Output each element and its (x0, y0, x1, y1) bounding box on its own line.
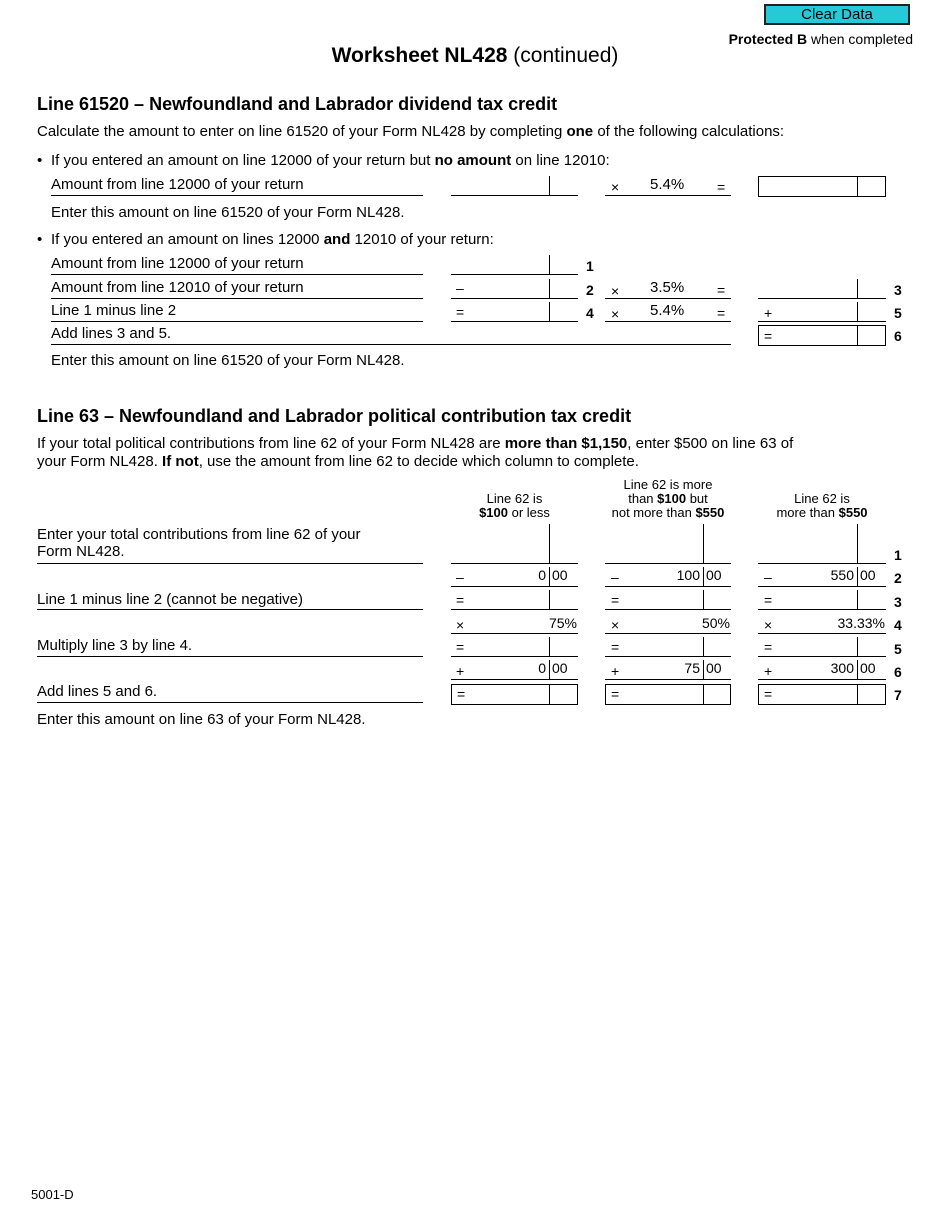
pol-c3-row1-rule (758, 563, 886, 564)
pol-c2-row7-equals: = (611, 686, 620, 702)
clear-data-button[interactable]: Clear Data (764, 4, 910, 25)
page-title: Worksheet NL428 (continued) (331, 44, 619, 67)
b1-result-divider (857, 176, 858, 197)
pol-c3-row2-dollars: 550 (830, 567, 854, 583)
pol-c2-row7-divider (703, 684, 704, 705)
pol-c2-row6-cents: 00 (706, 660, 722, 676)
col1-header: Line 62 is $100 or less (479, 491, 550, 520)
pol-c3-row3-equals: = (764, 592, 773, 608)
pol-c2-row4-times: × (611, 617, 620, 633)
pol-c2-row3-rule (605, 609, 731, 610)
pol-c1-row7-divider (549, 684, 550, 705)
form-code: 5001-D (31, 1187, 74, 1202)
r2-rate-rule (605, 298, 731, 299)
pol-c2-row2-minus: – (611, 569, 619, 585)
pol-c2-row5-divider (703, 637, 704, 657)
r3-result-field[interactable] (758, 279, 886, 299)
dividend-bullet-1-text: If you entered an amount on line 12000 of your return but no amount on line 12010: (51, 152, 610, 169)
r6-result-field[interactable] (758, 325, 886, 346)
pol-c1-row2-divider (549, 567, 550, 587)
pol-line-number-2: 2 (894, 570, 902, 586)
pol-c1-rate: 75% (548, 615, 577, 631)
pol-c3-rate: 33.33% (837, 615, 885, 631)
r5-plus: + (764, 305, 773, 321)
pol-row3-label-rule (37, 609, 423, 610)
r6-label-rule (51, 344, 731, 345)
r2-label-rule (51, 298, 423, 299)
r4-line-number: 4 (586, 305, 594, 321)
pol-c2-row2-divider (703, 567, 704, 587)
col3-header: Line 62 is more than $550 (776, 491, 868, 520)
pol-c3-row6-divider (857, 660, 858, 680)
pol-c3-row5-divider (857, 637, 858, 657)
political-intro-line-2: your Form NL428. If not, use the amount from line 62 to decide which column to complete. (37, 453, 639, 470)
r2-cents-divider (549, 279, 550, 299)
pol-row5-label-rule (37, 656, 423, 657)
dividend-bullet-1: • (37, 152, 43, 169)
pol-c1-row3-rule (451, 609, 578, 610)
pol-c3-row3-rule (758, 609, 886, 610)
r2-line-number: 2 (586, 282, 594, 298)
pol-c1-row7-equals: = (457, 686, 466, 702)
pol-c3-row1-divider (857, 524, 858, 564)
pol-line-number-7: 7 (894, 687, 902, 703)
pol-c1-row4-times: × (456, 617, 465, 633)
pol-row5-label: Multiply line 3 by line 4. (37, 637, 193, 654)
political-heading: Line 63 – Newfoundland and Labrador political contribution tax credit (37, 406, 632, 426)
pol-c1-row5-equals: = (456, 639, 465, 655)
r3-line-number: 3 (894, 282, 902, 298)
pol-c1-row3-equals: = (456, 592, 465, 608)
pol-c3-row6-dollars: 300 (830, 660, 854, 676)
pol-c2-row7-field[interactable] (605, 684, 731, 705)
pol-c2-row6-rule (605, 679, 731, 680)
pol-c2-row3-equals: = (611, 592, 620, 608)
pol-c1-row4-rule (451, 633, 578, 634)
pol-c3-row2-divider (857, 567, 858, 587)
b1-label-rule (51, 195, 423, 196)
pol-line-number-5: 5 (894, 641, 902, 657)
r1-label: Amount from line 12000 of your return (51, 255, 304, 272)
pol-c1-row5-divider (549, 637, 550, 657)
pol-c3-row5-rule (758, 656, 886, 657)
pol-c1-row2-minus: – (456, 569, 464, 585)
pol-c3-row5-equals: = (764, 639, 773, 655)
dividend-bullet-2: • (37, 231, 43, 248)
pol-c1-row6-rule (451, 679, 578, 680)
pol-c1-row5-rule (451, 656, 578, 657)
pol-c3-row1-field[interactable] (758, 524, 886, 564)
pol-c3-row3-field[interactable] (758, 590, 886, 610)
r3-cents-divider (549, 302, 550, 322)
r6-enter-note: Enter this amount on line 61520 of your Form NL428. (51, 352, 405, 369)
pol-c1-row6-divider (549, 660, 550, 680)
dividend-bullet-2-text: If you entered an amount on lines 12000 and 12010 of your return: (51, 231, 494, 248)
pol-c1-row6-dollars: 0 (538, 660, 546, 676)
pol-c2-row5-field[interactable] (605, 637, 731, 657)
r2-minus: – (456, 280, 464, 296)
r2-rate: 3.5% (650, 279, 685, 296)
pol-c2-row6-divider (703, 660, 704, 680)
r5-result-rule (758, 321, 886, 322)
pol-c1-row3-divider (549, 590, 550, 610)
pol-c2-row3-field[interactable] (605, 590, 731, 610)
pol-c1-row3-field[interactable] (451, 590, 578, 610)
pol-c2-row1-rule (605, 563, 731, 564)
b1-rate: 5.4% (650, 176, 685, 193)
pol-line-number-6: 6 (894, 664, 902, 680)
pol-c1-row6-plus: + (456, 663, 465, 679)
r3-result-rule (758, 298, 886, 299)
pol-c3-row4-rule (758, 633, 886, 634)
b1-label: Amount from line 12000 of your return (51, 176, 304, 193)
pol-row1-label: Enter your total contributions from line 62 of your Form NL428. (37, 526, 361, 560)
pol-c2-row4-rule (605, 633, 731, 634)
r3-field-rule (451, 321, 578, 322)
r4-rate: 5.4% (650, 302, 685, 319)
pol-line-number-3: 3 (894, 594, 902, 610)
pol-c1-row2-rule (451, 586, 578, 587)
pol-row7-label-rule (37, 702, 423, 703)
r6-line-number: 6 (894, 328, 902, 344)
pol-c3-row2-rule (758, 586, 886, 587)
r3-label-rule (51, 321, 423, 322)
pol-c2-row1-field[interactable] (605, 524, 731, 564)
r6-result-divider (857, 325, 858, 346)
b1-equals: = (717, 179, 726, 195)
b1-times: × (611, 179, 620, 195)
pol-c2-row2-cents: 00 (706, 567, 722, 583)
b1-amount-field[interactable] (451, 176, 578, 196)
pol-enter-note: Enter this amount on line 63 of your Form NL428. (37, 711, 366, 728)
pol-c1-row1-divider (549, 524, 550, 564)
pol-c3-row6-plus: + (764, 663, 773, 679)
pol-c1-row1-rule (451, 563, 578, 564)
political-intro-line-1: If your total political contributions from line 62 of your Form NL428 are more than $1,150, enter $500 on line 63 of (37, 435, 794, 452)
protected-notice: Protected B when completed (728, 31, 913, 47)
b1-cents-divider (549, 176, 550, 196)
pol-c2-row2-rule (605, 586, 731, 587)
pol-c2-rate: 50% (701, 615, 730, 631)
pol-c1-row6-cents: 00 (552, 660, 568, 676)
dividend-intro: Calculate the amount to enter on line 61520 of your Form NL428 by completing one of the following calculations: (37, 123, 785, 140)
r4-times: × (611, 306, 620, 322)
r6-label: Add lines 3 and 5. (51, 325, 172, 342)
pol-c1-row1-field[interactable] (451, 524, 578, 564)
pol-c3-row2-cents: 00 (860, 567, 876, 583)
pol-c2-row6-dollars: 75 (684, 660, 700, 676)
pol-c2-row5-rule (605, 656, 731, 657)
b1-enter-note: Enter this amount on line 61520 of your Form NL428. (51, 204, 405, 221)
pol-c2-row3-divider (703, 590, 704, 610)
r6-equals: = (764, 328, 773, 344)
pol-row1-label-rule (37, 563, 423, 564)
pol-c1-row7-field[interactable] (451, 684, 578, 705)
r5-line-number: 5 (894, 305, 902, 321)
r1-cents-divider (549, 255, 550, 275)
r4-equals: = (717, 305, 726, 321)
pol-c2-row5-equals: = (611, 639, 620, 655)
pol-c3-row6-rule (758, 679, 886, 680)
r3-amount-field[interactable] (451, 302, 578, 322)
pol-c2-row2-dollars: 100 (676, 567, 700, 583)
pol-c1-row2-dollars: 0 (538, 567, 546, 583)
pol-c3-row7-divider (857, 684, 858, 705)
r2-times: × (611, 283, 620, 299)
r1-amount-field[interactable] (451, 255, 578, 275)
r1-line-number: 1 (586, 258, 594, 274)
r5-result-divider (857, 302, 858, 322)
r3-equals: = (456, 304, 465, 320)
r1-label-rule (51, 274, 423, 275)
r2-amount-field[interactable] (451, 279, 578, 299)
b1-result-field[interactable] (758, 176, 886, 197)
b1-rate-rule (605, 195, 731, 196)
pol-c1-row5-field[interactable] (451, 637, 578, 657)
pol-c2-row1-divider (703, 524, 704, 564)
r2-field-rule (451, 298, 578, 299)
pol-line-number-1: 1 (894, 547, 902, 563)
r4-rate-rule (605, 321, 731, 322)
r2-label: Amount from line 12010 of your return (51, 279, 304, 296)
pol-c3-row7-equals: = (764, 686, 773, 702)
pol-c3-row4-times: × (764, 617, 773, 633)
pol-row3-label: Line 1 minus line 2 (cannot be negative) (37, 591, 304, 608)
pol-c1-row2-cents: 00 (552, 567, 568, 583)
r2-equals: = (717, 282, 726, 298)
pol-c3-row3-divider (857, 590, 858, 610)
pol-row7-label: Add lines 5 and 6. (37, 683, 158, 700)
pol-c3-row6-cents: 00 (860, 660, 876, 676)
r3-label: Line 1 minus line 2 (51, 302, 177, 319)
pol-c3-row2-minus: – (764, 569, 772, 585)
pol-line-number-4: 4 (894, 617, 902, 633)
pol-c3-row7-field[interactable] (758, 684, 886, 705)
r1-field-rule (451, 274, 578, 275)
pol-c3-row5-field[interactable] (758, 637, 886, 657)
r5-result-field[interactable] (758, 302, 886, 322)
pol-c2-row6-plus: + (611, 663, 620, 679)
r3-result-divider (857, 279, 858, 299)
dividend-heading: Line 61520 – Newfoundland and Labrador dividend tax credit (37, 94, 558, 114)
col2-header: Line 62 is more than $100 but not more than $550 (611, 477, 725, 520)
b1-field-rule (451, 195, 578, 196)
